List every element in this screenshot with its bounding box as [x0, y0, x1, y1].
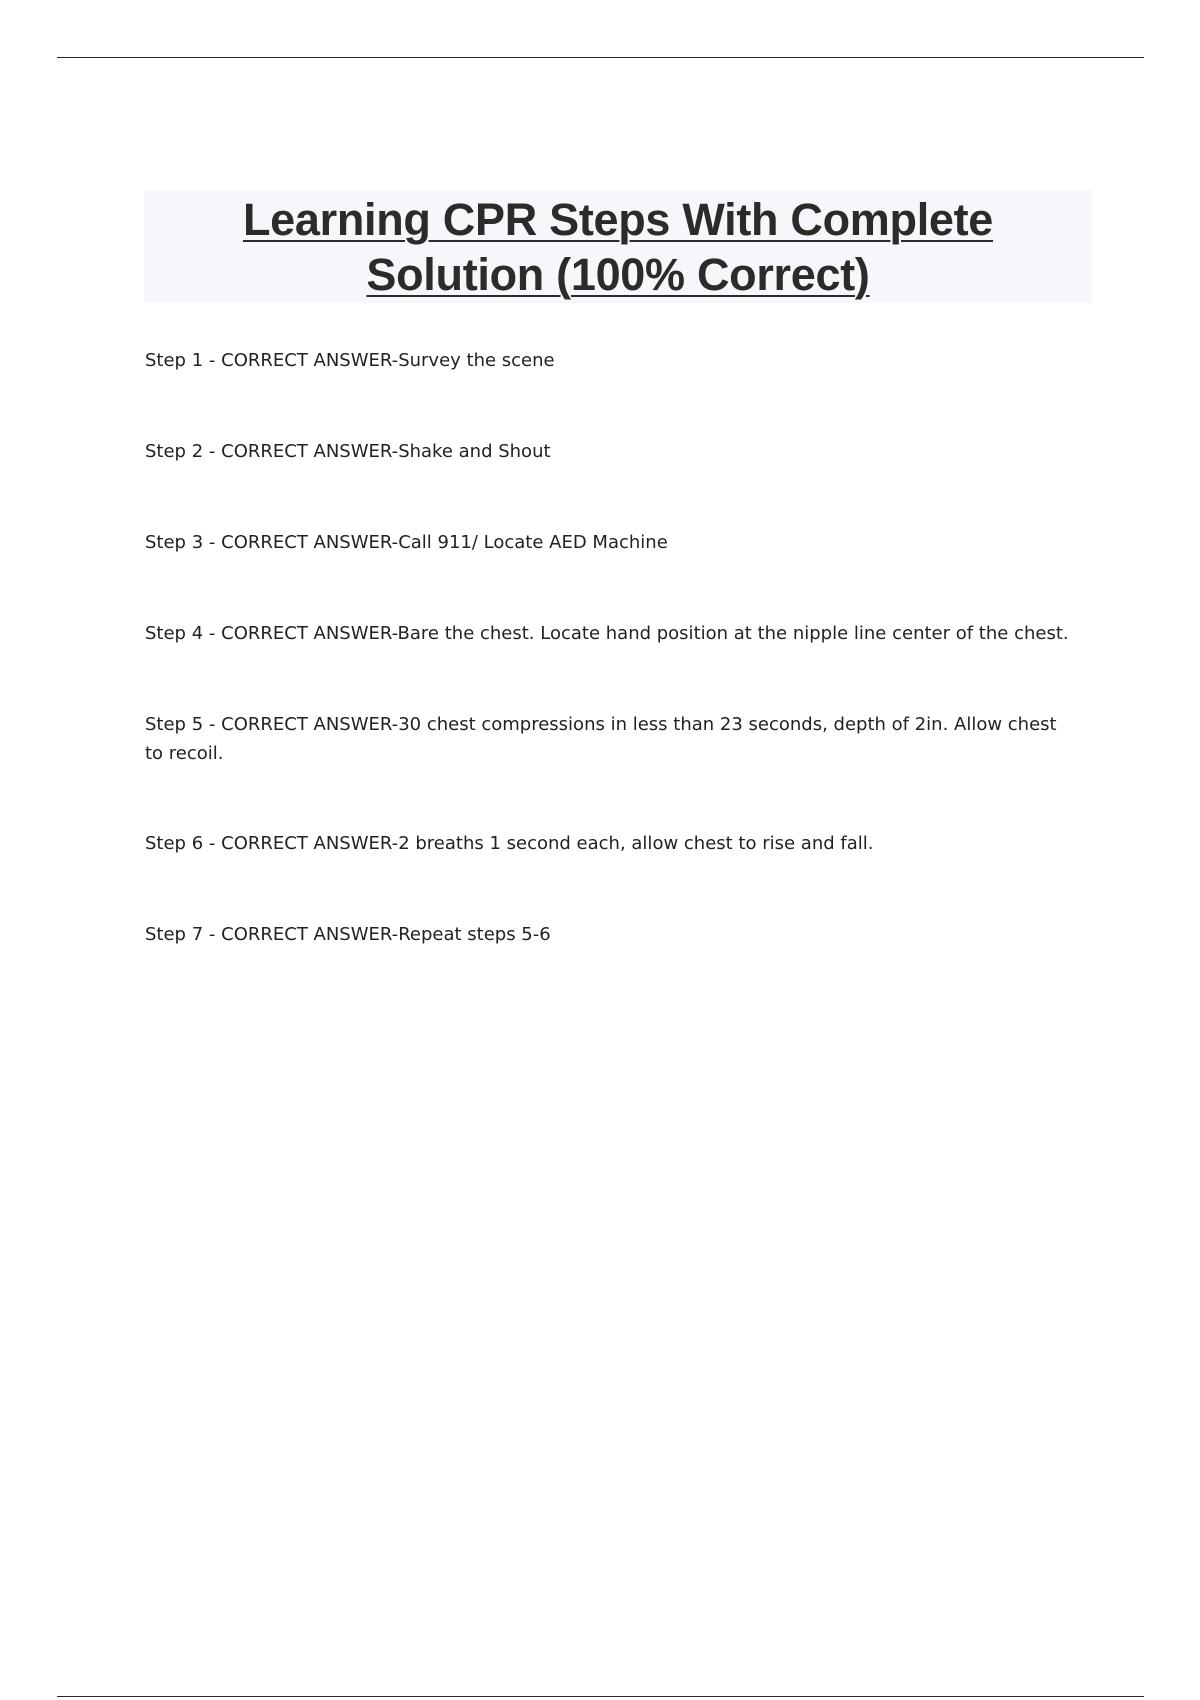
question-text: Step 2: [145, 441, 204, 462]
question-text: Step 3: [145, 532, 204, 553]
question-text: Step 6: [145, 833, 204, 854]
answer-text: Shake and Shout: [398, 441, 551, 462]
question-text: Step 7: [145, 924, 204, 945]
answer-prefix: CORRECT ANSWER-: [221, 350, 399, 371]
answer-text: Survey the scene: [398, 350, 555, 371]
question-text: Step 4: [145, 623, 204, 644]
question-text: Step 5: [145, 714, 204, 735]
question-text: Step 1: [145, 350, 204, 371]
qa-item: Step 1 - CORRECT ANSWER-Survey the scene: [145, 350, 555, 371]
title-line-1: Learning CPR Steps With Complete: [242, 193, 994, 245]
answer-text: Repeat steps 5-6: [398, 924, 551, 945]
qa-item: Step 2 - CORRECT ANSWER-Shake and Shout: [145, 441, 551, 462]
top-rule: [57, 57, 1144, 58]
answer-prefix: CORRECT ANSWER-: [221, 532, 399, 553]
title-banner: [144, 190, 1092, 303]
title-line-2: Solution (100% Correct): [366, 248, 870, 300]
answer-text: Call 911/ Locate AED Machine: [398, 532, 668, 553]
answer-text: 30 chest compressions in less than 23 seconds, depth of 2in. Allow chest to recoil.: [145, 714, 1057, 764]
answer-prefix: CORRECT ANSWER-: [221, 833, 399, 854]
qa-item: Step 5 - CORRECT ANSWER-30 chest compressions in less than 23 seconds, depth of 2in. Allow chest to recoil.: [145, 714, 1057, 764]
answer-prefix: CORRECT ANSWER-: [221, 441, 399, 462]
answer-text: 2 breaths 1 second each, allow chest to rise and fall.: [398, 833, 874, 854]
qa-item: Step 6 - CORRECT ANSWER-2 breaths 1 second each, allow chest to rise and fall.: [145, 833, 874, 854]
answer-prefix: CORRECT ANSWER-: [221, 924, 399, 945]
answer-prefix: CORRECT ANSWER-: [221, 714, 399, 735]
answer-prefix: CORRECT ANSWER-: [221, 623, 398, 644]
answer-text: Bare the chest. Locate hand position at the nipple line center of the chest.: [397, 623, 1069, 644]
qa-item: Step 7 - CORRECT ANSWER-Repeat steps 5-6: [145, 924, 551, 945]
bottom-rule: [57, 1696, 1144, 1697]
qa-item: Step 4 - CORRECT ANSWER-Bare the chest. Locate hand position at the nipple line center of the chest.: [145, 623, 1069, 644]
document-title: [243, 192, 993, 302]
qa-item: Step 3 - CORRECT ANSWER-Call 911/ Locate AED Machine: [145, 532, 668, 553]
